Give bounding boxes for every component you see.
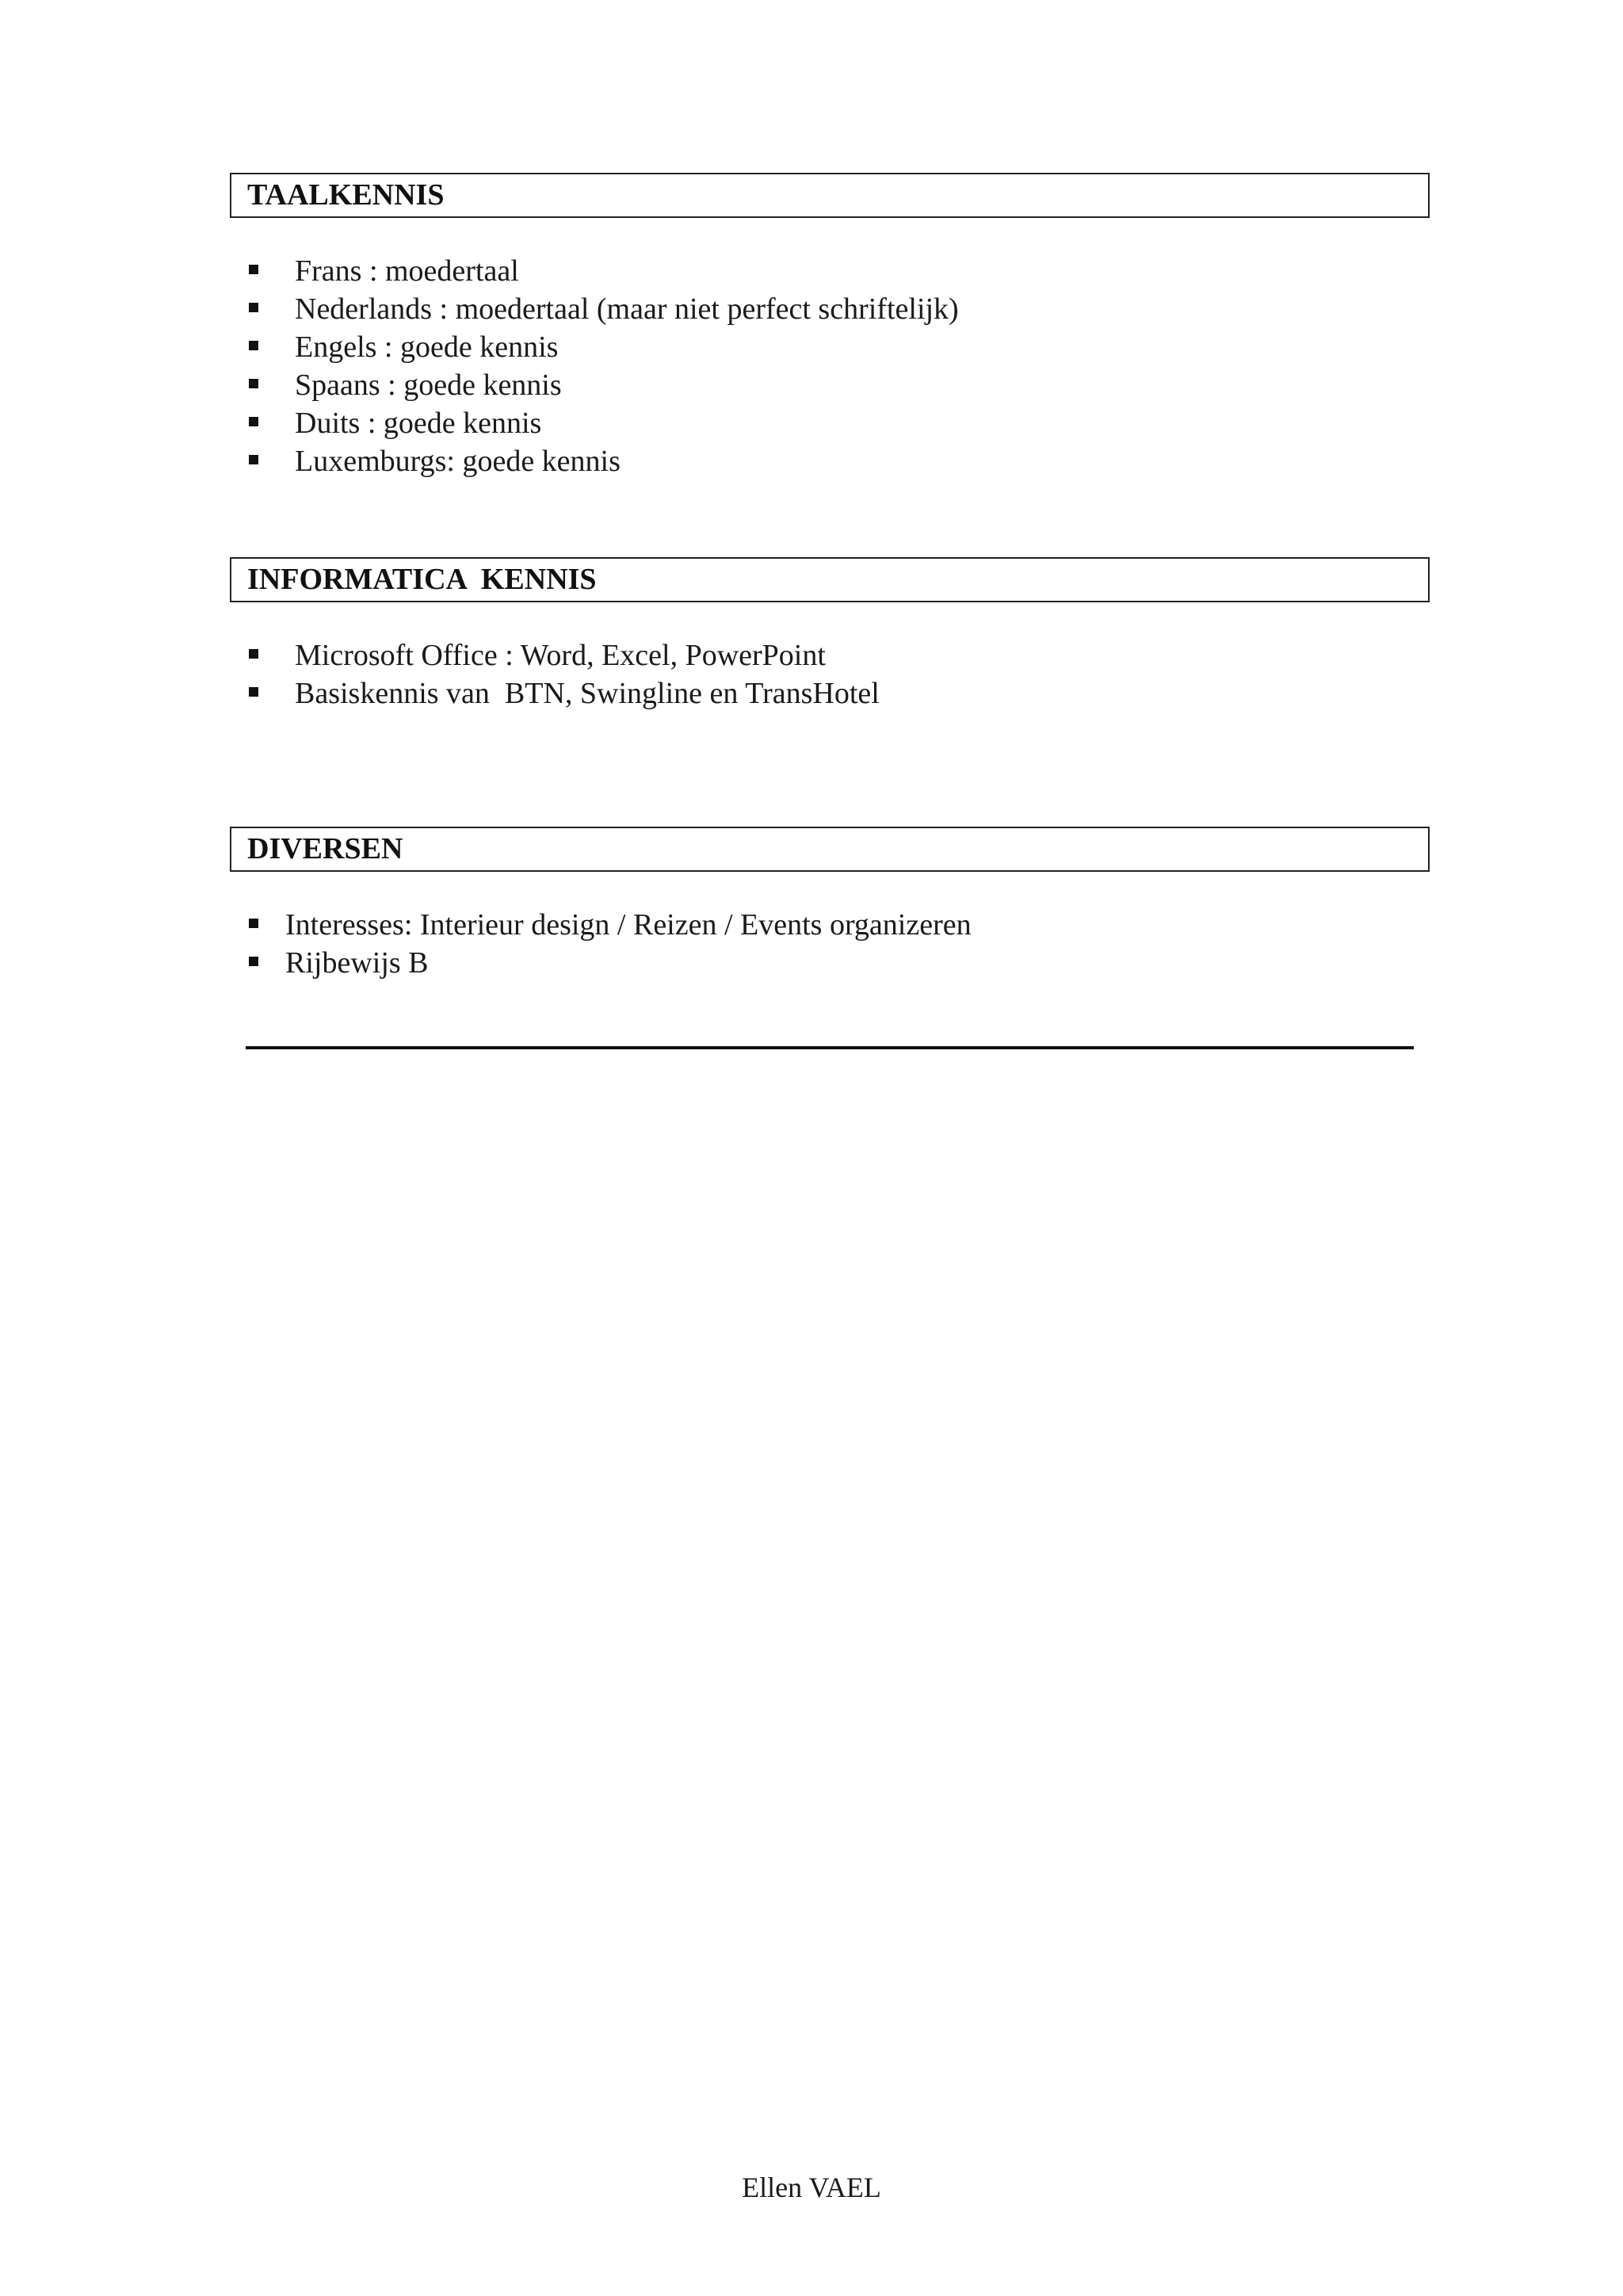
square-bullet-icon xyxy=(249,341,258,350)
list-item: Nederlands : moedertaal (maar niet perfect schriftelijk) xyxy=(230,290,1430,328)
section-diversen xyxy=(230,827,1430,980)
square-bullet-icon xyxy=(249,417,258,426)
square-bullet-icon xyxy=(249,919,258,928)
square-bullet-icon xyxy=(249,455,258,464)
square-bullet-icon xyxy=(249,957,258,966)
footer-name: Ellen VAEL xyxy=(742,2172,881,2203)
square-bullet-icon xyxy=(249,649,258,659)
list-item: Interesses: Interieur design / Reizen / Events organizeren xyxy=(230,906,1430,944)
section-heading-taalkennis: TAALKENNIS xyxy=(230,173,1430,218)
list-item: Engels : goede kennis xyxy=(230,328,1430,366)
list-item: Duits : goede kennis xyxy=(230,404,1430,442)
section-informatica-kennis xyxy=(230,557,1430,710)
square-bullet-icon xyxy=(249,265,258,274)
section-heading-diversen: DIVERSEN xyxy=(230,827,1430,872)
horizontal-rule xyxy=(246,1046,1414,1049)
section-heading-informatica-kennis: INFORMATICA KENNIS xyxy=(230,557,1430,602)
list-item: Basiskennis van BTN, Swingline en TransHotel xyxy=(230,674,1430,712)
list-item: Luxemburgs: goede kennis xyxy=(230,442,1430,480)
computer-skills-list xyxy=(230,636,1430,712)
square-bullet-icon xyxy=(249,687,258,697)
square-bullet-icon xyxy=(249,303,258,312)
section-taalkennis xyxy=(230,173,1430,478)
square-bullet-icon xyxy=(249,379,258,388)
language-list xyxy=(230,252,1430,480)
list-item: Spaans : goede kennis xyxy=(230,366,1430,404)
list-item: Frans : moedertaal xyxy=(230,252,1430,290)
list-item: Microsoft Office : Word, Excel, PowerPoint xyxy=(230,636,1430,674)
misc-list xyxy=(230,906,1430,982)
list-item: Rijbewijs B xyxy=(230,944,1430,982)
